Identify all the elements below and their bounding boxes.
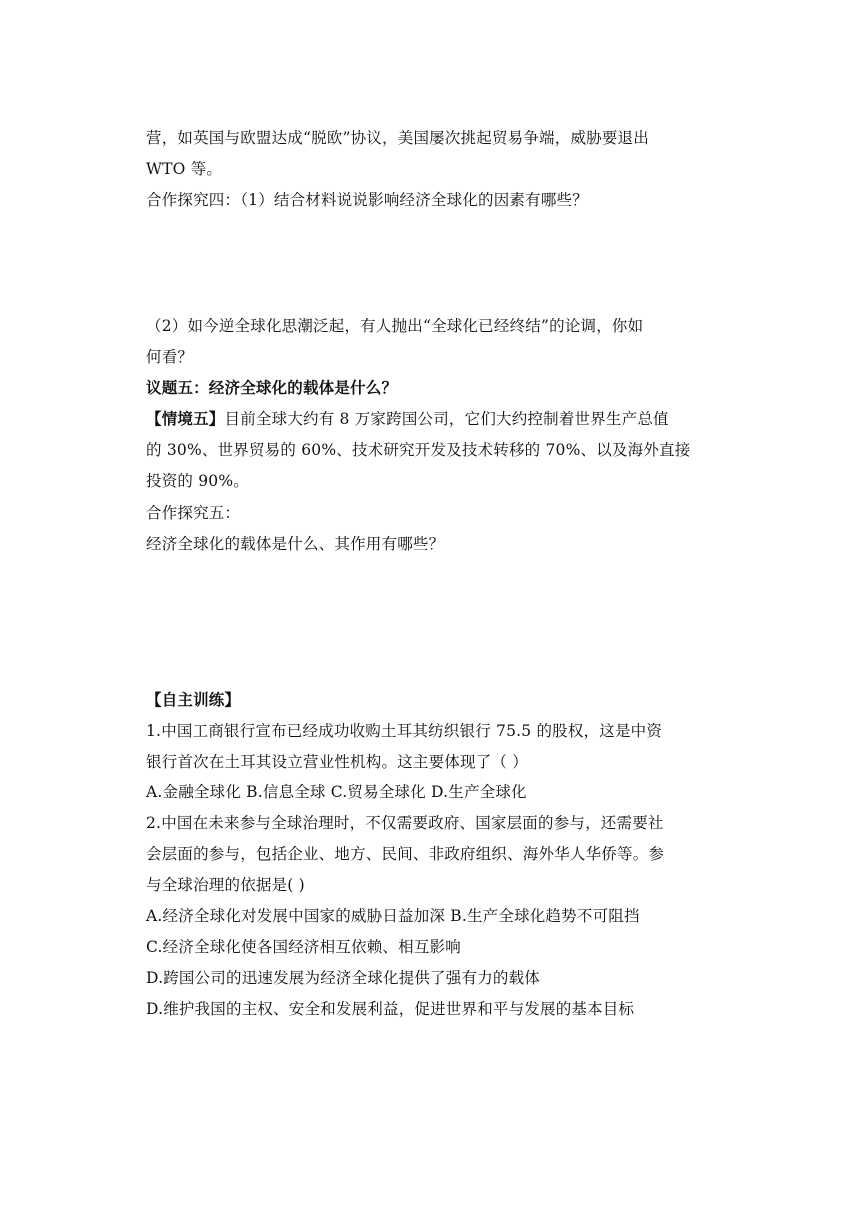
question-2-option-a-b: A.经济全球化对发展中国家的威胁日益加深 B.生产全球化趋势不可阻挡 <box>146 907 640 925</box>
question-2-option-d: D.跨国公司的迅速发展为经济全球化提供了强有力的载体 <box>146 969 541 987</box>
cooperative-inquiry-5-title: 合作探究五： <box>146 504 241 522</box>
paragraph-line: 营，如英国与欧盟达成“脱欧”协议，美国屡次挑起贸易争端，威胁要退出 <box>146 129 649 147</box>
question-2-option-c: C.经济全球化使各国经济相互依赖、相互影响 <box>146 938 461 956</box>
paragraph-line: WTO 等。 <box>146 160 223 178</box>
question-1-options: A.金融全球化 B.信息全球 C.贸易全球化 D.生产全球化 <box>146 783 527 801</box>
scenario-5-line <box>146 409 726 429</box>
cooperative-inquiry-4-question-1: 合作探究四：（1）结合材料说说影响经济全球化的因素有哪些？ <box>146 191 588 209</box>
self-training-heading: 【自主训练】 <box>146 690 241 709</box>
cooperative-inquiry-5-question: 经济全球化的载体是什么、其作用有哪些？ <box>146 535 445 553</box>
question-1-text: 银行首次在土耳其设立营业性机构。这主要体现了（ ） <box>146 753 528 771</box>
question-2-option-d: D.维护我国的主权、安全和发展利益，促进世界和平与发展的基本目标 <box>146 1000 635 1018</box>
question-2-text: 会层面的参与，包括企业、地方、民间、非政府组织、海外华人华侨等。参 <box>146 845 665 863</box>
scenario-5-text: 目前全球大约有 8 万家跨国公司，它们大约控制着世界生产总值 <box>224 410 669 428</box>
paragraph-line: 的 30%、世界贸易的 60%、技术研究开发及技术转移的 70%、以及海外直接 <box>146 441 691 459</box>
question-2-text: 2.中国在未来参与全球治理时，不仅需要政府、国家层面的参与，还需要社 <box>146 814 664 832</box>
paragraph-line: 何看？ <box>146 348 194 366</box>
paragraph-line: 投资的 90%。 <box>146 472 249 490</box>
scenario-5-label: 【情境五】 <box>146 409 225 428</box>
cooperative-inquiry-4-question-2: （2）如今逆全球化思潮泛起，有人抛出“全球化已经终结”的论调，你如 <box>146 317 644 335</box>
topic-5-heading: 议题五：经济全球化的载体是什么？ <box>146 378 398 397</box>
question-2-text: 与全球治理的依据是( ) <box>146 876 305 894</box>
question-1-text: 1.中国工商银行宣布已经成功收购土耳其纺织银行 75.5 的股权，这是中资 <box>146 722 663 740</box>
